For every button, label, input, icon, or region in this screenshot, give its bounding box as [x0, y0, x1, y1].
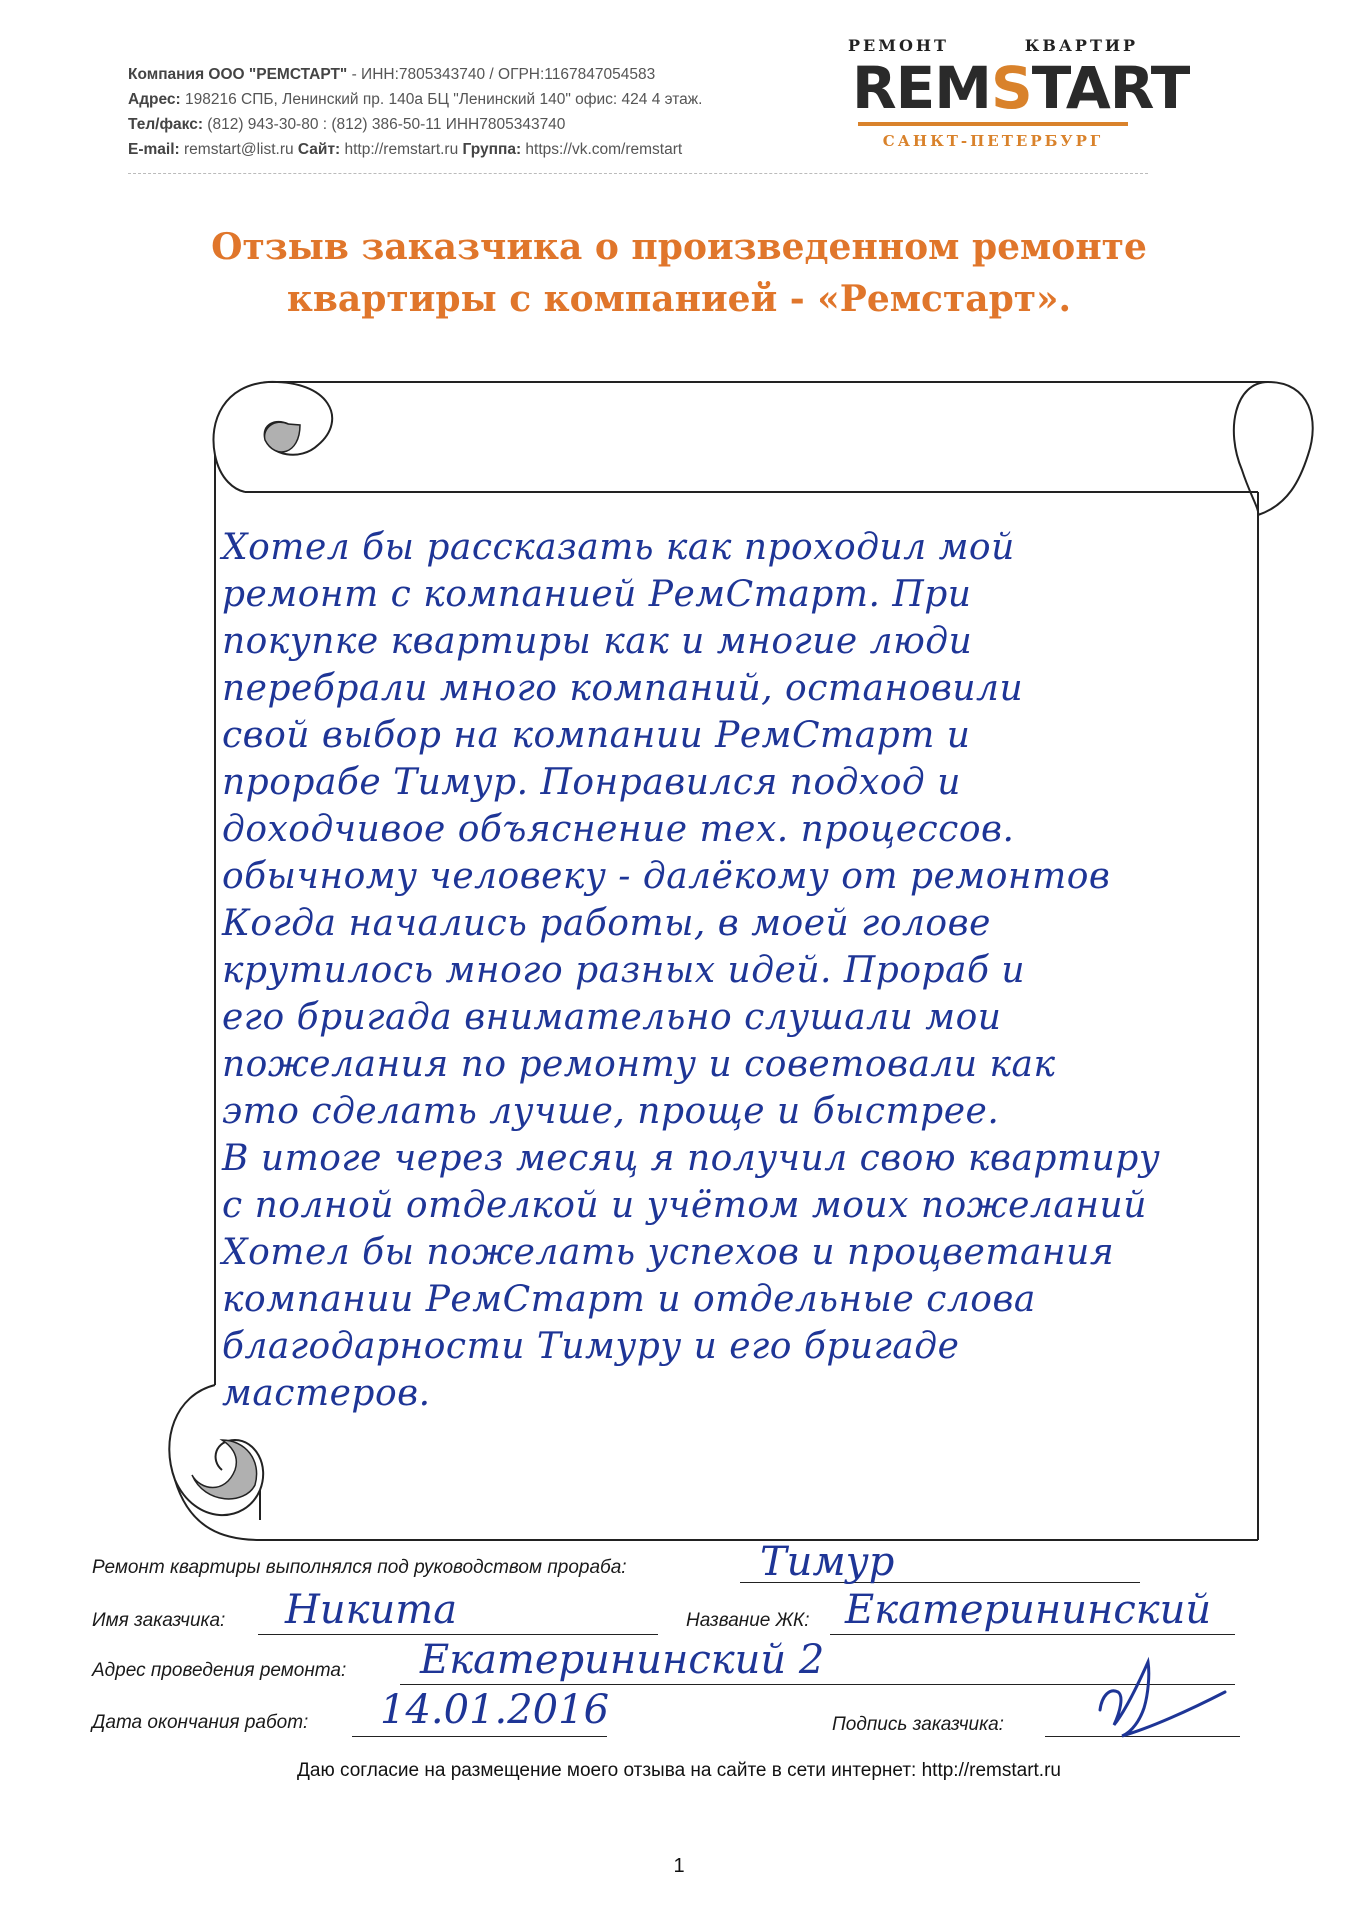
group-value: https://vk.com/remstart	[521, 141, 683, 158]
customer-signature	[1040, 1640, 1240, 1750]
complex-line	[830, 1634, 1235, 1635]
review-line: Когда начались работы, в моей голове	[222, 903, 991, 944]
logo-top-left: РЕМОНТ	[848, 36, 949, 55]
repair-address-label: Адрес проведения ремонта:	[92, 1660, 347, 1681]
logo-city: САНКТ-ПЕТЕРБУРГ	[882, 132, 1104, 150]
review-line: обычному человеку - далёкому от ремонтов	[222, 856, 1111, 897]
review-line: В итоге через месяц я получил свою квартиру	[222, 1138, 1161, 1179]
site-label: Сайт:	[297, 141, 341, 158]
customer-value: Никита	[285, 1587, 458, 1633]
review-line: Хотел бы рассказать как проходил мой	[222, 527, 1015, 568]
review-line: Хотел бы пожелать успехов и процветания	[222, 1232, 1115, 1273]
phone-label: Тел/факс:	[128, 116, 203, 133]
completion-date-line	[352, 1736, 607, 1737]
logo-top-right: КВАРТИР	[1024, 36, 1138, 55]
logo-bar	[858, 122, 1128, 126]
customer-label: Имя заказчика:	[92, 1610, 226, 1631]
completion-date-value: 14.01.2016	[380, 1687, 610, 1733]
address-label: Адрес:	[128, 91, 181, 108]
review-line: свой выбор на компании РемСтарт и	[222, 715, 971, 756]
page-number: 1	[673, 1855, 685, 1877]
site-value: http://remstart.ru	[340, 141, 463, 158]
review-line: прорабе Тимур. Понравился подход и	[222, 762, 961, 803]
review-text	[222, 524, 1192, 1417]
page-title-line-1: Отзыв заказчика о произведенном ремонте	[211, 226, 1147, 268]
signature-label: Подпись заказчика:	[832, 1714, 1004, 1735]
email-label: E-mail:	[128, 141, 180, 158]
customer-line	[258, 1634, 658, 1635]
review-line: крутилось много разных идей. Прораб и	[222, 950, 1026, 991]
foreman-label: Ремонт квартиры выполнялся под руководством прораба:	[92, 1557, 627, 1578]
review-line: перебрали много компаний, остановили	[222, 668, 1024, 709]
completion-date-label: Дата окончания работ:	[92, 1712, 309, 1733]
address-value: 198216 СПБ, Ленинский пр. 140а БЦ "Ленинский 140" офис: 424 4 этаж.	[180, 91, 703, 108]
review-line: компании РемСтарт и отдельные слова	[222, 1279, 1036, 1320]
review-line: пожелания по ремонту и советовали как	[222, 1044, 1056, 1085]
complex-label: Название ЖК:	[686, 1610, 810, 1631]
review-line: его бригада внимательно слушали мои	[222, 997, 1002, 1038]
company-info	[128, 62, 702, 162]
complex-value: Екатерининский	[845, 1587, 1212, 1633]
review-line: с полной отделкой и учётом моих пожеланий	[222, 1185, 1147, 1226]
review-line: это сделать лучше, проще и быстрее.	[222, 1091, 1000, 1132]
header-divider	[128, 173, 1148, 174]
remstart-logo	[848, 36, 1190, 156]
email-value: remstart@list.ru	[179, 141, 298, 158]
repair-address-value: Екатерининский 2	[420, 1637, 825, 1683]
foreman-value: Тимур	[760, 1539, 895, 1585]
review-line: благодарности Тимуру и его бригаде	[222, 1326, 960, 1367]
review-line: доходчивое объяснение тех. процессов.	[222, 809, 1015, 850]
group-label: Группа:	[462, 141, 522, 158]
phone-value: (812) 943-30-80 : (812) 386-50-11 ИНН7805343740	[203, 116, 566, 133]
logo-brand: REMSTART	[852, 54, 1190, 122]
review-line: ремонт с компанией РемСтарт. При	[222, 574, 972, 615]
review-line: мастеров.	[222, 1373, 431, 1414]
review-line: покупке квартиры как и многие люди	[222, 621, 973, 662]
page-title-line-2: квартиры с компанией - «Ремстарт».	[286, 278, 1072, 320]
company-ids: - ИНН:7805343740 / ОГРН:1167847054583	[347, 66, 656, 83]
consent-text: Даю согласие на размещение моего отзыва на сайте в сети интернет: http://remstart.ru	[297, 1760, 1061, 1781]
company-name: Компания ООО "РЕМСТАРТ"	[128, 66, 348, 83]
